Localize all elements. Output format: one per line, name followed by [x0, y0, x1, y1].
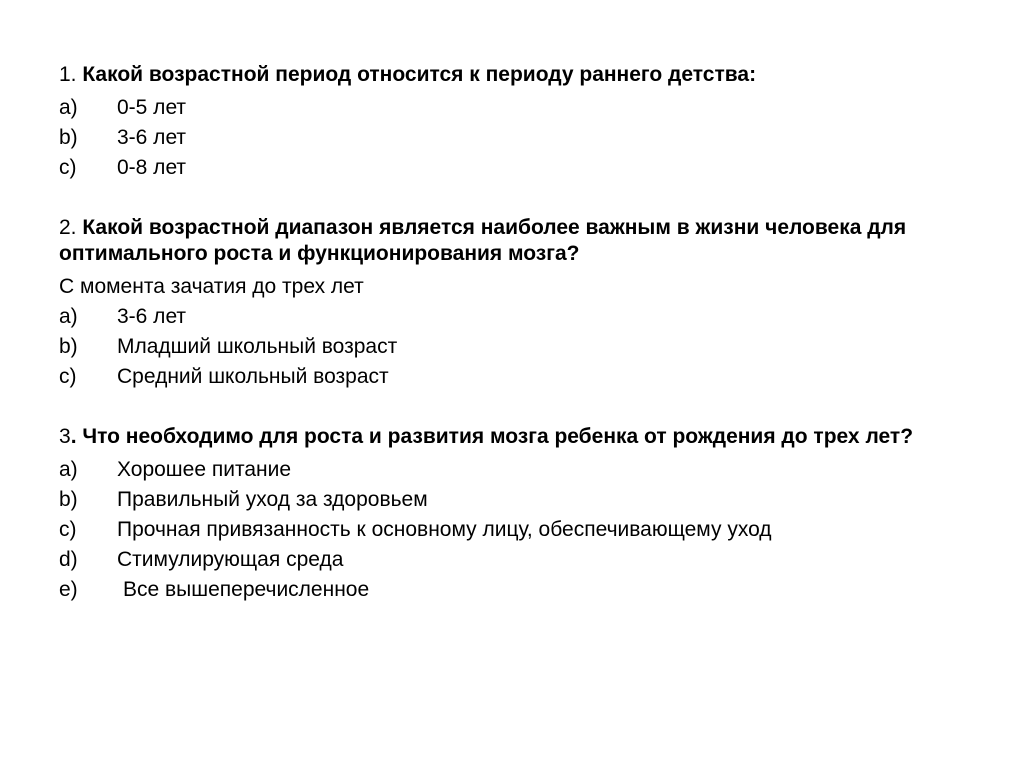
question-1-option-c — [59, 153, 959, 183]
question-2 — [59, 215, 959, 267]
option-letter: c) — [59, 518, 77, 541]
spacer — [59, 392, 959, 424]
question-1-number: 1. — [59, 63, 77, 86]
question-3-option-b — [59, 485, 959, 515]
question-3-option-e — [59, 575, 959, 605]
question-1 — [59, 62, 959, 88]
option-text: 0-5 лет — [117, 96, 187, 119]
option-letter: a) — [59, 458, 78, 481]
option-text: Младший школьный возраст — [117, 335, 398, 358]
option-text: Средний школьный возраст — [117, 365, 389, 388]
question-2-text: Какой возрастной диапазон является наиболее важным в жизни человека для оптимального роста и функционирования мозга? — [59, 216, 907, 265]
question-3-option-d — [59, 545, 959, 575]
option-letter: d) — [59, 548, 78, 571]
question-3-text: . Что необходимо для роста и развития мозга ребенка от рождения до трех лет? — [70, 425, 914, 448]
question-1-option-b — [59, 123, 959, 153]
option-text: Стимулирующая среда — [117, 548, 344, 571]
question-2-option-b — [59, 332, 959, 362]
option-text: Хорошее питание — [117, 458, 292, 481]
question-3-option-c — [59, 515, 959, 545]
option-letter: c) — [59, 365, 77, 388]
option-letter: b) — [59, 126, 78, 149]
option-letter: b) — [59, 488, 78, 511]
option-text: 3-6 лет — [117, 126, 187, 149]
question-1-option-a — [59, 93, 959, 123]
spacer — [59, 183, 959, 215]
question-2-number: 2. — [59, 216, 77, 239]
option-text: Все вышеперечисленное — [123, 578, 370, 601]
question-2-option-a — [59, 302, 959, 332]
question-3-option-a — [59, 455, 959, 485]
option-letter: b) — [59, 335, 78, 358]
option-letter: e) — [59, 578, 78, 601]
option-letter: a) — [59, 305, 78, 328]
option-text: 3-6 лет — [117, 305, 187, 328]
question-3 — [59, 424, 959, 450]
option-text: Правильный уход за здоровьем — [117, 488, 428, 511]
question-3-number: 3 — [59, 425, 71, 448]
option-letter: a) — [59, 96, 78, 119]
option-text: Прочная привязанность к основному лицу, обеспечивающему уход — [117, 518, 772, 541]
question-1-text: Какой возрастной период относится к периоду раннего детства: — [82, 63, 757, 86]
option-text: 0-8 лет — [117, 156, 187, 179]
question-2-note: С момента зачатия до трех лет — [59, 275, 364, 298]
option-letter: c) — [59, 156, 77, 179]
slide-content — [59, 62, 959, 605]
question-2-option-c — [59, 362, 959, 392]
